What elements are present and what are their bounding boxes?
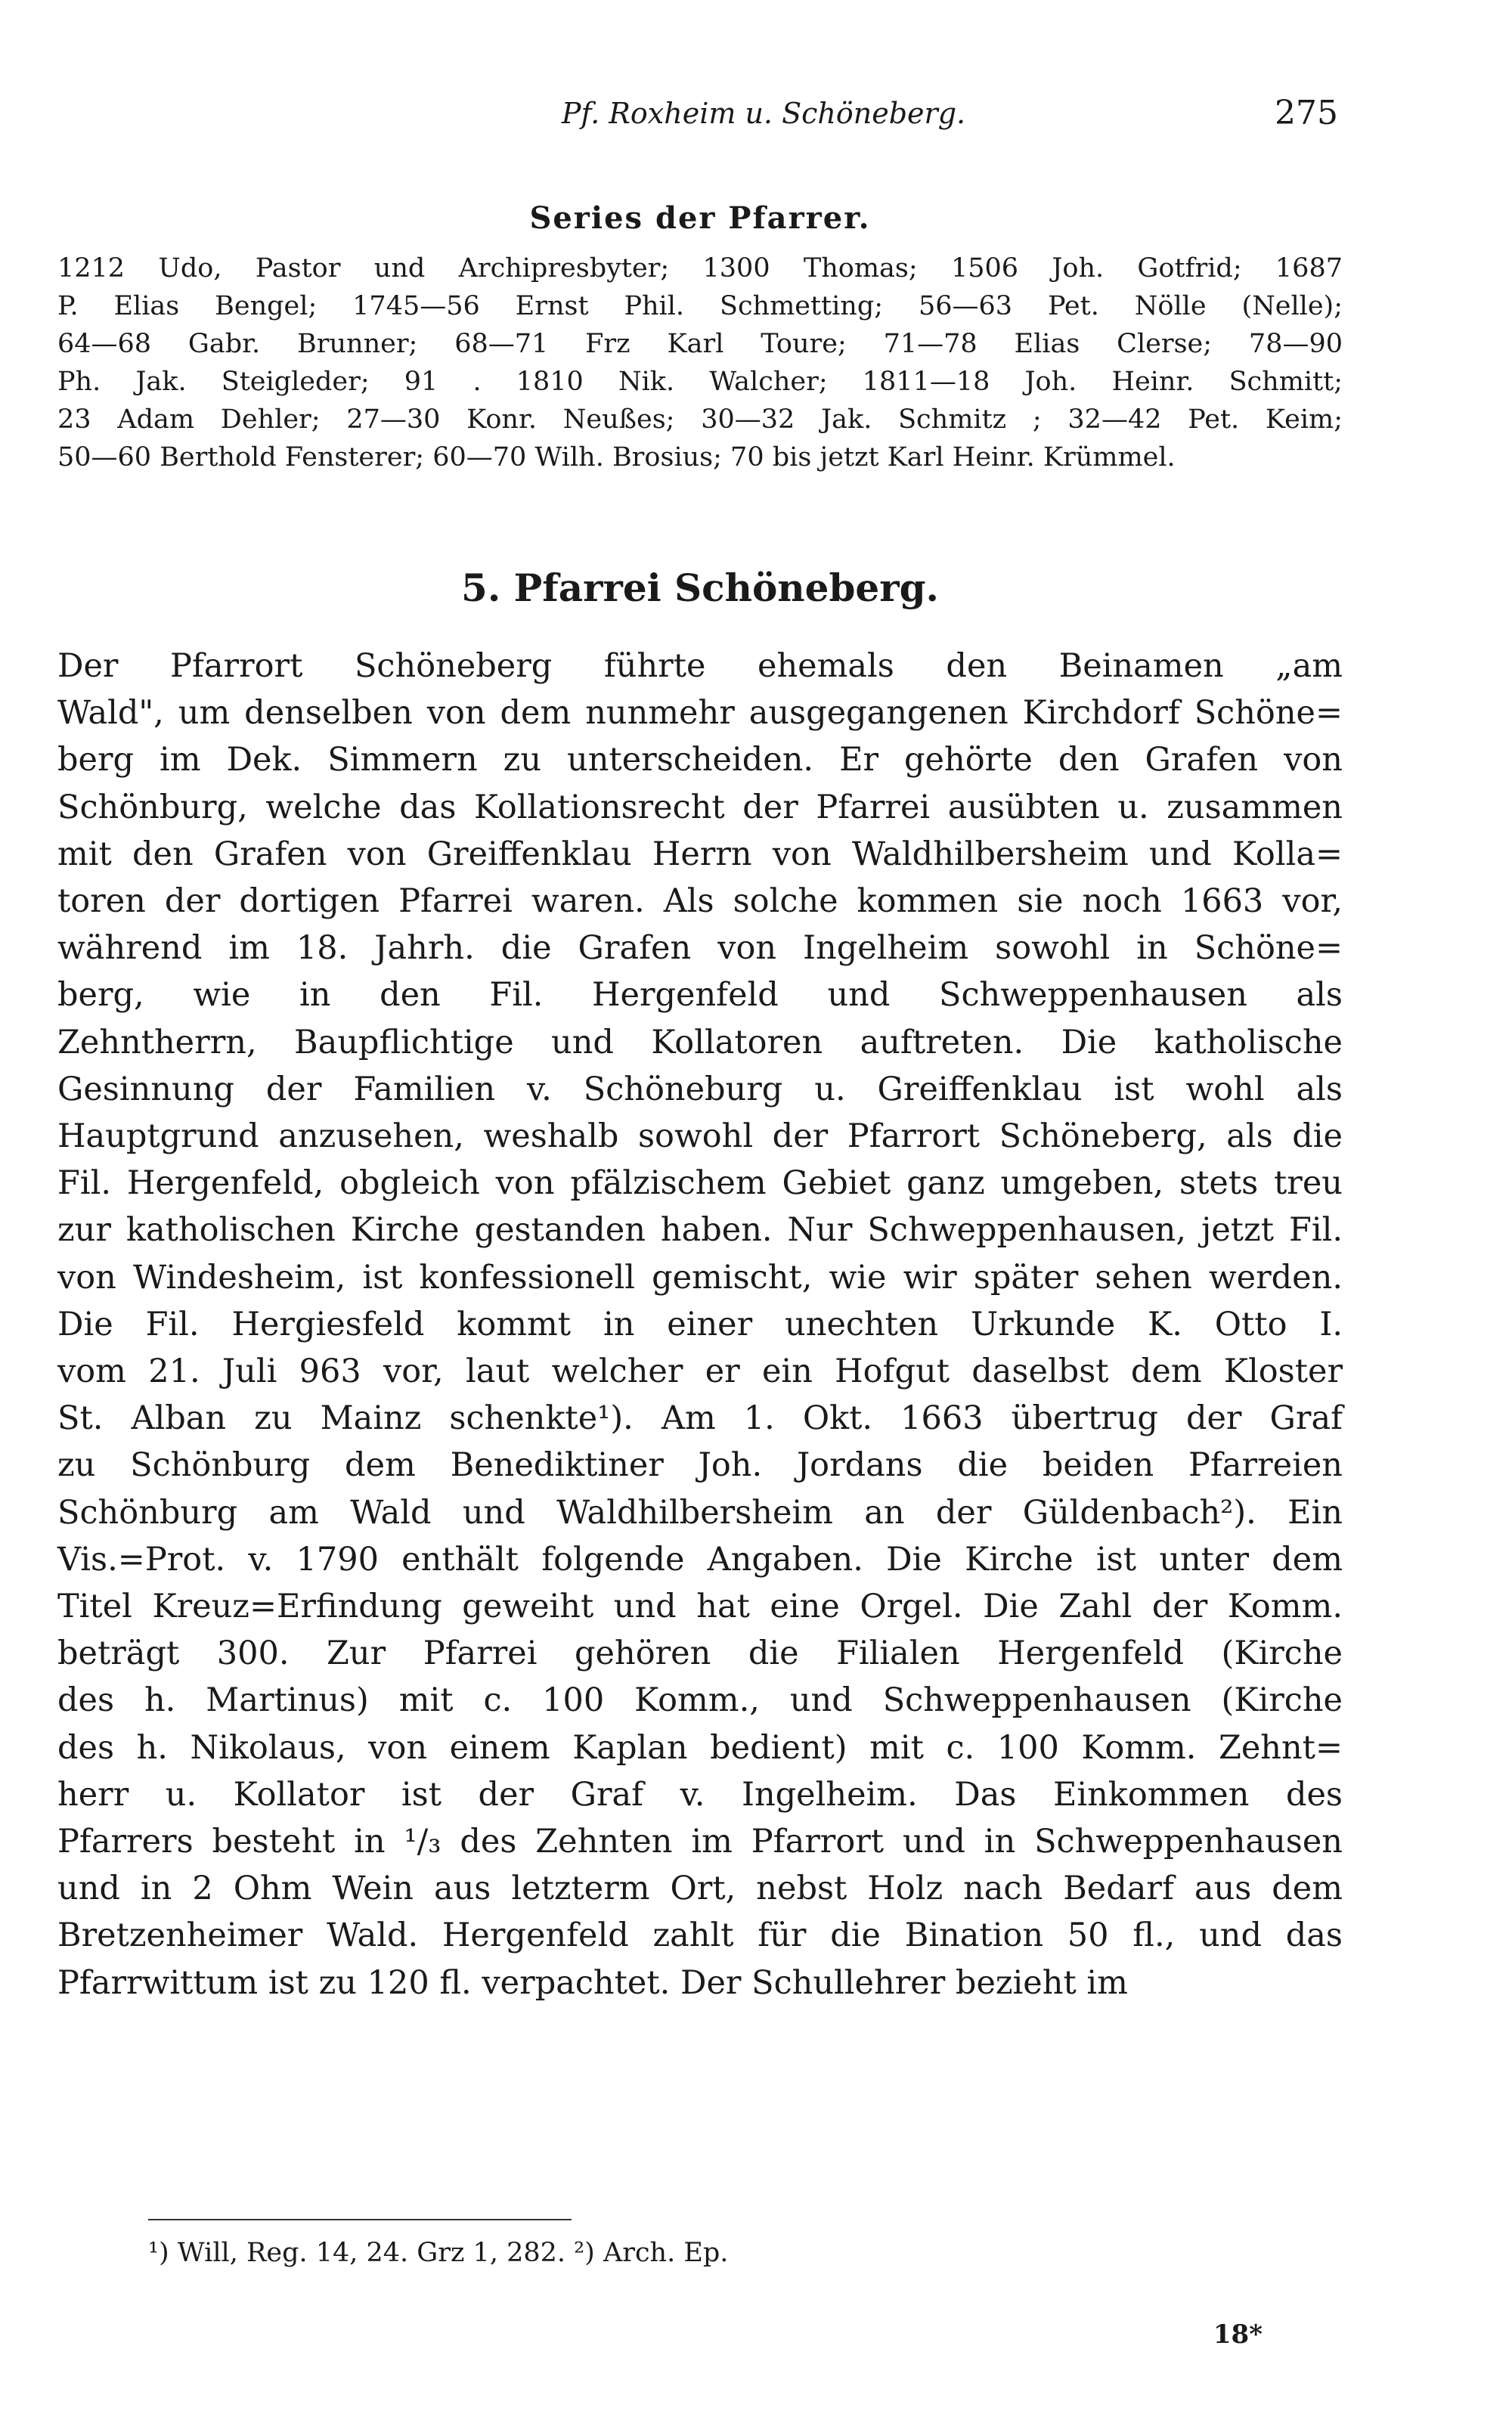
text-line: Zehntherrn, Baupflichtige und Kollatoren auftreten. Die katholische bbox=[57, 1024, 1343, 1061]
series-line: 64—68 Gabr. Brunner; 68—71 Frz Karl Toure; 71—78 Elias Clerse; 78—90 bbox=[57, 329, 1343, 359]
series-line: Ph. Jak. Steigleder; 91 . 1810 Nik. Walcher; 1811—18 Joh. Heinr. Schmitt; bbox=[57, 367, 1343, 397]
signature-mark: 18* bbox=[1213, 2319, 1263, 2350]
text-line: Gesinnung der Familien v. Schöneburg u. Greiffenklau ist wohl als bbox=[57, 1071, 1343, 1108]
text-line: Pfarrers besteht in ¹/₃ des Zehnten im Pfarrort und in Schweppenhausen bbox=[57, 1823, 1343, 1861]
text-line: Vis.=Prot. v. 1790 enthält folgende Angaben. Die Kirche ist unter dem bbox=[57, 1541, 1343, 1579]
footnote-divider bbox=[148, 2219, 572, 2220]
text-line: während im 18. Jahrh. die Grafen von Ingelheim sowohl in Schöne= bbox=[57, 929, 1343, 967]
series-line: P. Elias Bengel; 1745—56 Ernst Phil. Schmetting; 56—63 Pet. Nölle (Nelle); bbox=[57, 291, 1343, 321]
text-line: Titel Kreuz=Erfindung geweiht und hat eine Orgel. Die Zahl der Komm. bbox=[57, 1588, 1343, 1625]
text-line: Pfarrwittum ist zu 120 fl. verpachtet. Der Schullehrer bezieht im bbox=[57, 1964, 1128, 2002]
text-line: des h. Martinus) mit c. 100 Komm., und Schweppenhausen (Kirche bbox=[57, 1681, 1343, 1719]
text-line: Wald", um denselben von dem nunmehr ausgegangenen Kirchdorf Schöne= bbox=[57, 694, 1343, 732]
text-line: Schönburg, welche das Kollationsrecht der Pfarrei ausübten u. zusammen bbox=[57, 789, 1343, 826]
series-line: 23 Adam Dehler; 27—30 Konr. Neußes; 30—32 Jak. Schmitz ; 32—42 Pet. Keim; bbox=[57, 404, 1343, 435]
text-line: Der Pfarrort Schöneberg führte ehemals den Beinamen „am bbox=[57, 647, 1343, 685]
text-line: zu Schönburg dem Benediktiner Joh. Jordans die beiden Pfarreien bbox=[57, 1446, 1343, 1484]
text-line: Schönburg am Wald und Waldhilbersheim an der Güldenbach²). Ein bbox=[57, 1494, 1343, 1532]
section-heading: 5. Pfarrei Schöneberg. bbox=[461, 565, 939, 610]
text-line: Fil. Hergenfeld, obgleich von pfälzischem Gebiet ganz umgeben, stets treu bbox=[57, 1164, 1343, 1202]
text-line: zur katholischen Kirche gestanden haben. Nur Schweppenhausen, jetzt Fil. bbox=[57, 1211, 1343, 1249]
page-number: 275 bbox=[1275, 94, 1338, 132]
text-line: und in 2 Ohm Wein aus letzterm Ort, nebst Holz nach Bedarf aus dem bbox=[57, 1870, 1343, 1907]
series-heading: Series der Pfarrer. bbox=[529, 200, 871, 236]
series-line: 1212 Udo, Pastor und Archipresbyter; 1300 Thomas; 1506 Joh. Gotfrid; 1687 bbox=[57, 253, 1343, 284]
series-line: 50—60 Berthold Fensterer; 60—70 Wilh. Brosius; 70 bis jetzt Karl Heinr. Krümmel. bbox=[57, 442, 1176, 473]
text-line: mit den Grafen von Greiffenklau Herrn von Waldhilbersheim und Kolla= bbox=[57, 835, 1343, 873]
running-title: Pf. Roxheim u. Schöneberg. bbox=[561, 97, 966, 130]
text-line: St. Alban zu Mainz schenkte¹). Am 1. Okt. 1663 übertrug der Graf bbox=[57, 1399, 1343, 1437]
text-line: von Windesheim, ist konfessionell gemischt, wie wir später sehen werden. bbox=[57, 1259, 1343, 1297]
text-line: toren der dortigen Pfarrei waren. Als solche kommen sie noch 1663 vor, bbox=[57, 882, 1343, 920]
text-line: vom 21. Juli 963 vor, laut welcher er ein Hofgut daselbst dem Kloster bbox=[57, 1352, 1343, 1390]
text-line: Die Fil. Hergiesfeld kommt in einer unechten Urkunde K. Otto I. bbox=[57, 1306, 1343, 1343]
text-line: Bretzenheimer Wald. Hergenfeld zahlt für die Bination 50 fl., und das bbox=[57, 1916, 1343, 1954]
text-line: berg, wie in den Fil. Hergenfeld und Schweppenhausen als bbox=[57, 976, 1343, 1014]
text-line: berg im Dek. Simmern zu unterscheiden. Er gehörte den Grafen von bbox=[57, 741, 1343, 779]
text-line: beträgt 300. Zur Pfarrei gehören die Filialen Hergenfeld (Kirche bbox=[57, 1634, 1343, 1672]
footnotes: ¹) Will, Reg. 14, 24. Grz 1, 282. ²) Arch. Ep. bbox=[148, 2238, 729, 2268]
text-line: Hauptgrund anzusehen, weshalb sowohl der Pfarrort Schöneberg, als die bbox=[57, 1117, 1343, 1155]
text-line: herr u. Kollator ist der Graf v. Ingelheim. Das Einkommen des bbox=[57, 1776, 1343, 1814]
text-line: des h. Nikolaus, von einem Kaplan bedient) mit c. 100 Komm. Zehnt= bbox=[57, 1729, 1343, 1767]
